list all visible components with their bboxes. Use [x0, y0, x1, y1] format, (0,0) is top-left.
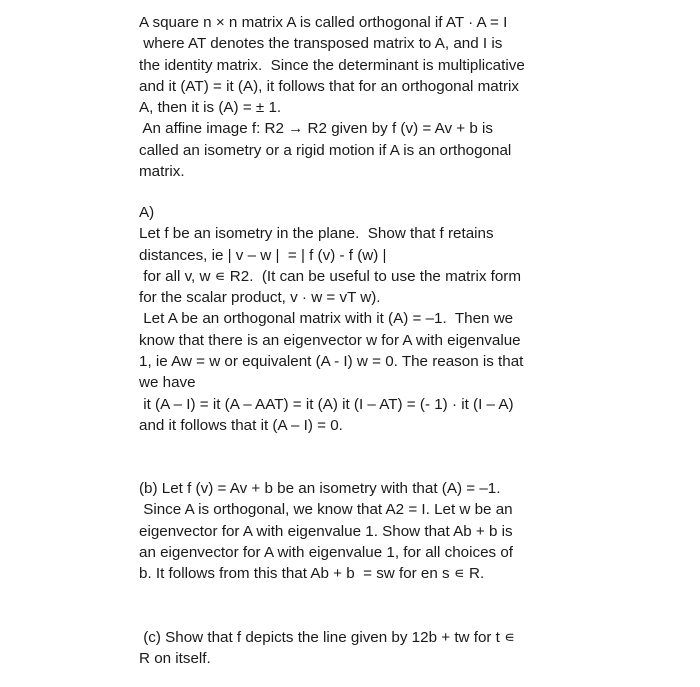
part-a-paragraph: [139, 202, 579, 436]
text-line: called an isometry or a rigid motion if A is an orthogonal: [139, 141, 512, 159]
text-line: A, then it is (A) = ± 1.: [139, 99, 282, 117]
text-line: for all v, w ∊ R2. (It can be useful to use the matrix form: [139, 267, 522, 285]
text-line: A square n × n matrix A is called orthogonal if AT · A = I: [139, 14, 508, 31]
intro-paragraph: [139, 12, 579, 182]
text-line: (c) Show that f depicts the line given by 12b + tw for t ∊: [139, 629, 516, 646]
equation-line: it (A – I) = it (A – AAT) = it (A) it (I – AT) = (- 1) · it (I – A): [139, 395, 514, 413]
text-line: where AT denotes the transposed matrix to A, and I is: [139, 35, 503, 53]
text-line: b. It follows from this that Ab + b = sw for en s ∊ R.: [139, 565, 485, 583]
text-line: Since A is orthogonal, we know that A2 = I. Let w be an: [139, 501, 513, 519]
text-line: we have: [139, 374, 196, 392]
text-line: and it follows that it (A – I) = 0.: [139, 416, 343, 434]
text-line: Let f be an isometry in the plane. Show that f retains: [139, 225, 494, 243]
text-line: 1, ie Aw = w or equivalent (A - I) w = 0. The reason is that: [139, 353, 524, 371]
text-line: know that there is an eigenvector w for A with eigenvalue: [139, 331, 521, 349]
text-line: for the scalar product, v · w = vT w).: [139, 289, 381, 307]
part-b-paragraph: [139, 478, 579, 584]
text-line: an eigenvector for A with eigenvalue 1, for all choices of: [139, 543, 514, 561]
text-line: An affine image f: R2 → R2 given by f (v) = Av + b is: [139, 120, 493, 138]
part-a-heading: A): [139, 204, 155, 221]
text-line: and it (AT) = it (A), it follows that for an orthogonal matrix: [139, 77, 519, 95]
text-line: R on itself.: [139, 650, 211, 668]
text-line: Let A be an orthogonal matrix with it (A) = –1. Then we: [139, 310, 514, 328]
text-line: distances, ie | v – w | = | f (v) - f (w) |: [139, 246, 387, 264]
text-line: eigenvector for A with eigenvalue 1. Show that Ab + b is: [139, 522, 513, 540]
part-c-paragraph: [139, 627, 579, 670]
text-line: the identity matrix. Since the determinant is multiplicative: [139, 56, 525, 74]
text-line: matrix.: [139, 163, 185, 181]
text-line: (b) Let f (v) = Av + b be an isometry with that (A) = –1.: [139, 480, 501, 497]
